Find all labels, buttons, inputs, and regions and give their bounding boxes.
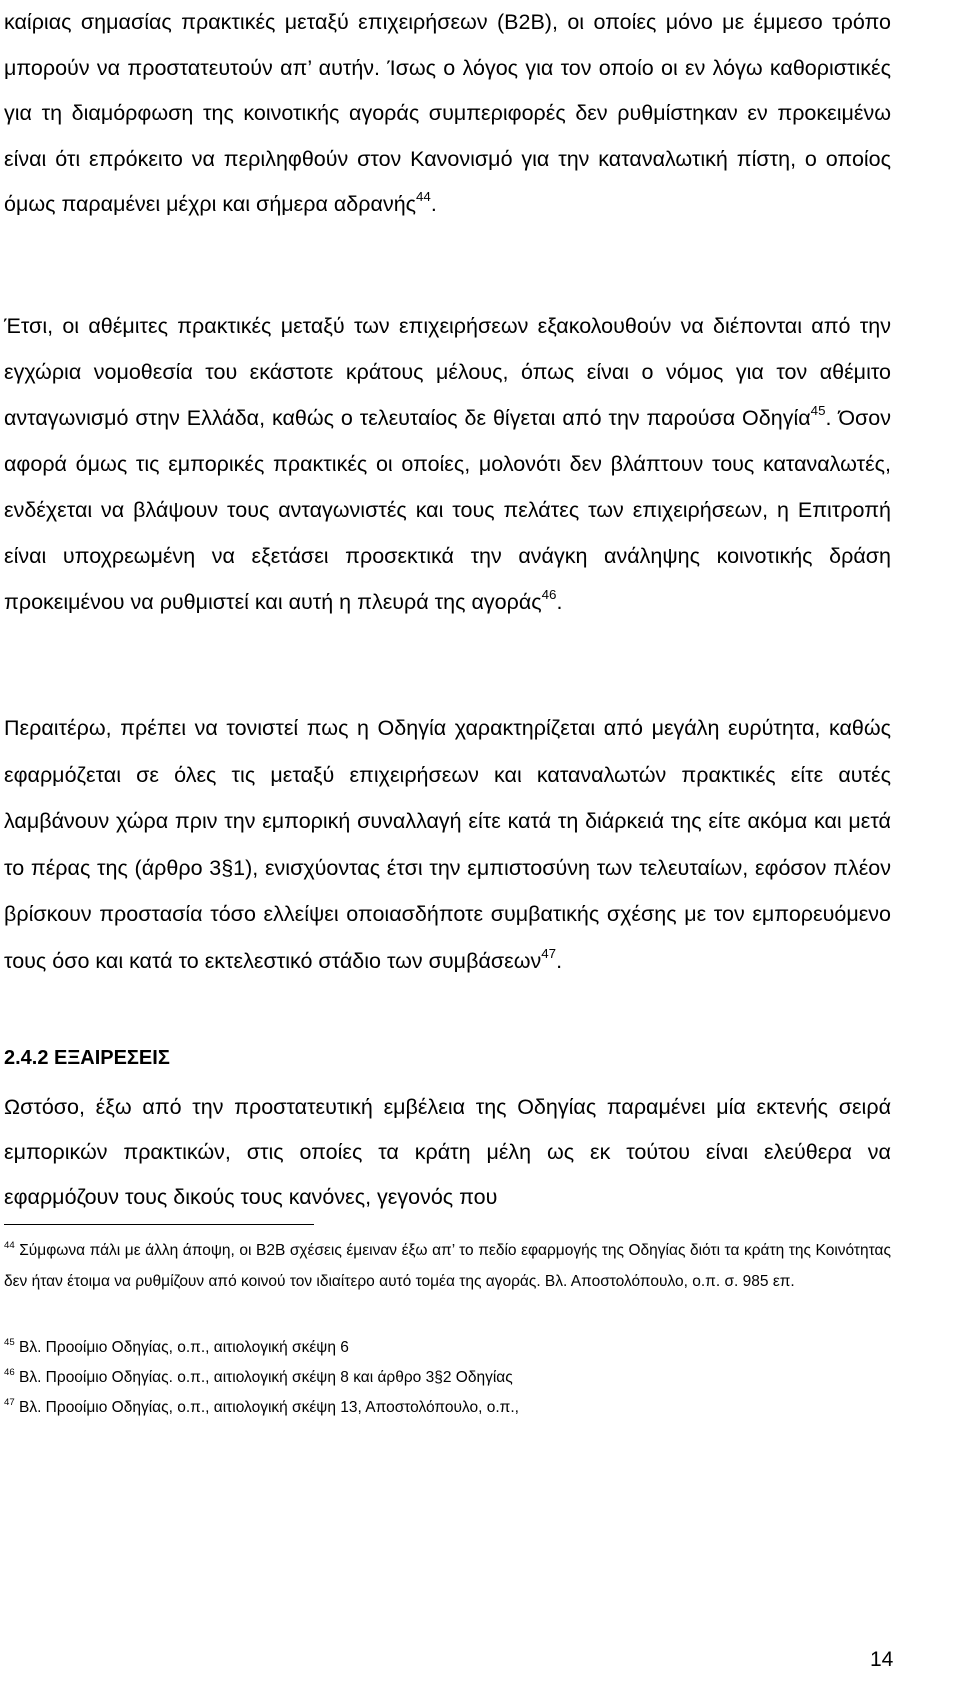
footnote-46: [4, 1363, 891, 1393]
paragraph-2-text: Έτσι, οι αθέμιτες πρακτικές μεταξύ των επιχειρήσεων εξακολουθούν να διέπονται από την εγχώρια νομοθεσία του εκάστοτε κράτους μέλους, όπως είναι ο νόμος για τον αθέμιτο ανταγωνισμό στην Ελλάδα, καθώς ο τελευταίος δε θίγεται από την παρούσα Οδηγία: [4, 314, 891, 430]
footnote-45-text: Βλ. Προοίμιο Οδηγίας, ο.π., αιτιολογική σκέψη 6: [14, 1339, 349, 1356]
paragraph-3-tail: .: [556, 948, 563, 973]
footnote-47-text: Βλ. Προοίμιο Οδηγίας, ο.π., αιτιολογική σκέψη 13, Αποστολόπουλο, ο.π.,: [14, 1399, 519, 1416]
footnote-number-46: 46: [4, 1366, 15, 1378]
footnote-number-47: 47: [4, 1396, 15, 1408]
paragraph-4: [4, 1085, 891, 1220]
footnote-44: [4, 1236, 891, 1297]
footnote-ref-47[interactable]: 47: [541, 945, 557, 961]
paragraph-1-text: καίριας σημασίας πρακτικές μεταξύ επιχειρήσεων (Β2Β), οι οποίες μόνο με έμμεσο τρόπο μπορούν να προστατευτούν απ’ αυτήν. Ίσως ο λόγος για τον οποίο οι εν λόγω καθοριστικές για τη διαμόρφωση της κοινοτικής αγοράς συμπεριφορές δεν ρυθμίστηκαν εν προκειμένω είναι ότι επρόκειτο να περιληφθούν στον Κανονισμό για την καταναλωτική πίστη, ο οποίος όμως παραμένει μέχρι και σήμερα αδρανής: [4, 10, 891, 217]
footnote-number-45: 45: [4, 1336, 15, 1348]
paragraph-2-tail: .: [556, 590, 563, 614]
footnote-ref-45[interactable]: 45: [810, 403, 826, 419]
footnote-46-text: Βλ. Προοίμιο Οδηγίας. ο.π., αιτιολογική σκέψη 8 και άρθρο 3§2 Οδηγίας: [14, 1369, 513, 1386]
footnote-47: [4, 1393, 891, 1423]
paragraph-2: [4, 303, 891, 625]
page-number: 14: [870, 1648, 894, 1671]
paragraph-3: [4, 705, 891, 985]
footnote-45: [4, 1333, 891, 1363]
footnote-44-text: Σύμφωνα πάλι με άλλη άποψη, οι Β2Β σχέσεις έμειναν έξω απ’ το πεδίο εφαρμογής της Οδηγίας διότι τα κράτη της Κοινότητας δεν ήταν έτοιμα να ρυθμίζουν από κοινού τον ιδιαίτερο αυτό τομέα της αγοράς. Βλ. Αποστολόπουλο, ο.π. σ. 985 επ.: [4, 1242, 891, 1290]
paragraph-4-text: Ωστόσο, έξω από την προστατευτική εμβέλεια της Οδηγίας παραμένει μία εκτενής σειρά εμπορικών πρακτικών, στις οποίες τα κράτη μέλη ως εκ τούτου είναι ελεύθερα να εφαρμόζουν τους δικούς τους κανόνες, γεγονός που: [4, 1095, 891, 1209]
footnote-ref-44[interactable]: 44: [416, 189, 431, 205]
section-heading: 2.4.2 ΕΞΑΙΡΕΣΕΙΣ: [4, 1047, 170, 1069]
paragraph-2-text-continued: . Όσον αφορά όμως τις εμπορικές πρακτικές οι οποίες, μολονότι δεν βλάπτουν τους καταναλωτές, ενδέχεται να βλάψουν τους ανταγωνιστές και τους πελάτες των επιχειρήσεων, η Επιτροπή είναι υποχρεωμένη να εξετάσει προσεκτικά την ανάγκη ανάληψης κοινοτικής δράση προκειμένου να ρυθμιστεί και αυτή η πλευρά της αγοράς: [4, 406, 891, 614]
footnote-divider: [4, 1224, 314, 1225]
paragraph-1-tail: .: [430, 192, 437, 217]
paragraph-3-text: Περαιτέρω, πρέπει να τονιστεί πως η Οδηγία χαρακτηρίζεται από μεγάλη ευρύτητα, καθώς εφαρμόζεται σε όλες τις μεταξύ επιχειρήσεων και καταναλωτών πρακτικές είτε αυτές λαμβάνουν χώρα πριν την εμπορική συναλλαγή είτε κατά τη διάρκειά της είτε ακόμα και μετά το πέρας της (άρθρο 3§1), ενισχύοντας έτσι την εμπιστοσύνη των τελευταίων, εφόσον πλέον βρίσκουν προστασία τόσο ελλείψει οποιασδήποτε συμβατικής σχέσης με τον εμπορευόμενο τους όσο και κατά το εκτελεστικό στάδιο των συμβάσεων: [4, 716, 891, 973]
footnote-number-44: 44: [4, 1239, 15, 1251]
footnote-ref-46[interactable]: 46: [541, 587, 557, 603]
paragraph-1: [4, 0, 891, 228]
